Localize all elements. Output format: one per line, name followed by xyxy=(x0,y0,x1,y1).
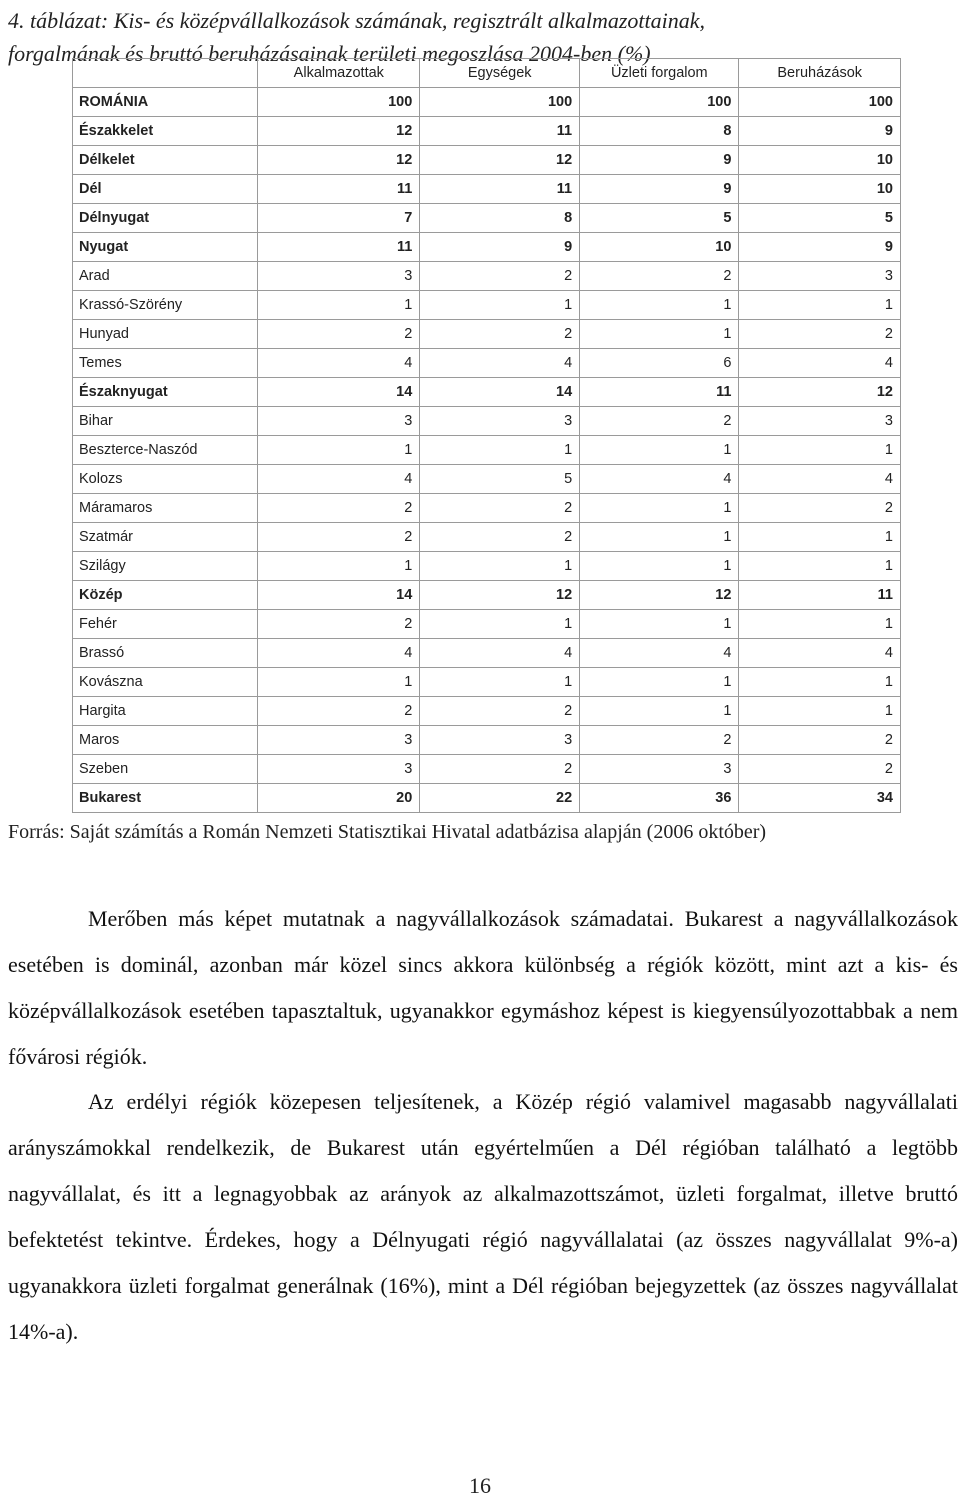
value-cell: 1 xyxy=(580,291,739,320)
region-name-cell: Temes xyxy=(73,349,258,378)
value-cell: 4 xyxy=(258,465,420,494)
table-row xyxy=(73,204,901,233)
table-row xyxy=(73,494,901,523)
table-row xyxy=(73,610,901,639)
table-row xyxy=(73,668,901,697)
value-cell: 100 xyxy=(739,88,901,117)
value-cell: 7 xyxy=(258,204,420,233)
value-cell: 4 xyxy=(739,349,901,378)
value-cell: 2 xyxy=(739,726,901,755)
value-cell: 12 xyxy=(420,146,580,175)
value-cell: 9 xyxy=(580,175,739,204)
table-row xyxy=(73,697,901,726)
table-row xyxy=(73,117,901,146)
value-cell: 1 xyxy=(580,320,739,349)
value-cell: 2 xyxy=(420,494,580,523)
table-row xyxy=(73,291,901,320)
region-name-cell: Maros xyxy=(73,726,258,755)
value-cell: 4 xyxy=(580,465,739,494)
region-name-cell: ROMÁNIA xyxy=(73,88,258,117)
value-cell: 2 xyxy=(739,494,901,523)
table-row xyxy=(73,175,901,204)
page-number: 16 xyxy=(469,1473,491,1498)
value-cell: 2 xyxy=(739,320,901,349)
value-cell: 22 xyxy=(420,784,580,813)
value-cell: 3 xyxy=(580,755,739,784)
value-cell: 3 xyxy=(258,262,420,291)
region-name-cell: Közép xyxy=(73,581,258,610)
region-name-cell: Kolozs xyxy=(73,465,258,494)
table-body xyxy=(73,88,901,813)
value-cell: 20 xyxy=(258,784,420,813)
region-name-cell: Északnyugat xyxy=(73,378,258,407)
source-note: Forrás: Saját számítás a Román Nemzeti Statisztikai Hivatal adatbázisa alapján (2006 október) xyxy=(8,821,767,843)
value-cell: 12 xyxy=(258,117,420,146)
region-name-cell: Délnyugat xyxy=(73,204,258,233)
value-cell: 11 xyxy=(580,378,739,407)
regional-distribution-table xyxy=(72,58,901,813)
value-cell: 1 xyxy=(420,552,580,581)
value-cell: 10 xyxy=(739,175,901,204)
value-cell: 1 xyxy=(420,436,580,465)
value-cell: 5 xyxy=(580,204,739,233)
value-cell: 8 xyxy=(420,204,580,233)
table-row xyxy=(73,581,901,610)
value-cell: 2 xyxy=(580,726,739,755)
value-cell: 1 xyxy=(420,291,580,320)
header-beruhazasok: Beruházások xyxy=(739,59,901,88)
table-row xyxy=(73,407,901,436)
region-name-cell: Szeben xyxy=(73,755,258,784)
value-cell: 3 xyxy=(420,407,580,436)
value-cell: 3 xyxy=(258,407,420,436)
region-name-cell: Szilágy xyxy=(73,552,258,581)
value-cell: 2 xyxy=(258,494,420,523)
table-row xyxy=(73,146,901,175)
region-name-cell: Délkelet xyxy=(73,146,258,175)
value-cell: 100 xyxy=(258,88,420,117)
value-cell: 2 xyxy=(420,755,580,784)
value-cell: 2 xyxy=(739,755,901,784)
value-cell: 4 xyxy=(739,639,901,668)
value-cell: 2 xyxy=(420,262,580,291)
value-cell: 2 xyxy=(420,320,580,349)
paragraph-1 xyxy=(8,896,958,1080)
header-empty-cell xyxy=(73,59,258,88)
value-cell: 2 xyxy=(258,523,420,552)
value-cell: 10 xyxy=(580,233,739,262)
value-cell: 12 xyxy=(739,378,901,407)
table-row xyxy=(73,88,901,117)
table-row xyxy=(73,465,901,494)
value-cell: 1 xyxy=(739,697,901,726)
value-cell: 9 xyxy=(420,233,580,262)
table-row xyxy=(73,349,901,378)
value-cell: 3 xyxy=(258,726,420,755)
value-cell: 2 xyxy=(580,262,739,291)
region-name-cell: Arad xyxy=(73,262,258,291)
value-cell: 1 xyxy=(739,436,901,465)
caption-line-2: forgalmának és bruttó beruházásainak területi megoszlása 2004-ben (%) xyxy=(8,41,651,66)
value-cell: 1 xyxy=(258,436,420,465)
paragraph-2 xyxy=(8,1079,958,1355)
value-cell: 5 xyxy=(739,204,901,233)
value-cell: 12 xyxy=(258,146,420,175)
value-cell: 9 xyxy=(739,233,901,262)
value-cell: 1 xyxy=(580,436,739,465)
region-name-cell: Északkelet xyxy=(73,117,258,146)
value-cell: 2 xyxy=(580,407,739,436)
region-name-cell: Hunyad xyxy=(73,320,258,349)
table-row xyxy=(73,233,901,262)
table-row xyxy=(73,784,901,813)
value-cell: 1 xyxy=(739,668,901,697)
paragraph-2-text: Az erdélyi régiók közepesen teljesítenek, a Közép régió valamivel magasabb nagyvállalati arányszámokkal rendelkezik, de Bukarest után egyértelműen a Dél régióban található a legtöbb nagyvállalat, és itt a legnagyobbak az arányok az alkalmazottszámot, üzleti forgalmat, illetve bruttó befektetést tekintve. Érdekes, hogy a Délnyugati régió nagyvállalatai (az összes nagyvállalat 9%-a) ugyanakkora üzleti forgalmat generálnak (16%), mint a Dél régióban bejegyzettek (az összes nagyvállalat 14%-a). xyxy=(8,1089,958,1344)
table-row xyxy=(73,436,901,465)
value-cell: 36 xyxy=(580,784,739,813)
header-alkalmazottak: Alkalmazottak xyxy=(258,59,420,88)
header-uzleti-forgalom: Üzleti forgalom xyxy=(580,59,739,88)
table-row xyxy=(73,320,901,349)
value-cell: 100 xyxy=(580,88,739,117)
value-cell: 11 xyxy=(258,233,420,262)
header-egysegek: Egységek xyxy=(420,59,580,88)
table-row xyxy=(73,755,901,784)
value-cell: 1 xyxy=(258,552,420,581)
region-name-cell: Krassó-Szörény xyxy=(73,291,258,320)
value-cell: 14 xyxy=(420,378,580,407)
table-row xyxy=(73,552,901,581)
value-cell: 11 xyxy=(420,117,580,146)
table-row xyxy=(73,523,901,552)
value-cell: 9 xyxy=(580,146,739,175)
value-cell: 6 xyxy=(580,349,739,378)
value-cell: 3 xyxy=(258,755,420,784)
value-cell: 11 xyxy=(258,175,420,204)
region-name-cell: Hargita xyxy=(73,697,258,726)
value-cell: 1 xyxy=(739,523,901,552)
value-cell: 3 xyxy=(739,262,901,291)
region-name-cell: Nyugat xyxy=(73,233,258,262)
table-row xyxy=(73,726,901,755)
value-cell: 1 xyxy=(739,291,901,320)
value-cell: 10 xyxy=(739,146,901,175)
region-name-cell: Bihar xyxy=(73,407,258,436)
value-cell: 4 xyxy=(580,639,739,668)
value-cell: 11 xyxy=(420,175,580,204)
region-name-cell: Kovászna xyxy=(73,668,258,697)
region-name-cell: Dél xyxy=(73,175,258,204)
value-cell: 2 xyxy=(258,610,420,639)
table-row xyxy=(73,378,901,407)
value-cell: 1 xyxy=(580,552,739,581)
value-cell: 2 xyxy=(420,523,580,552)
value-cell: 1 xyxy=(580,523,739,552)
value-cell: 12 xyxy=(420,581,580,610)
value-cell: 100 xyxy=(420,88,580,117)
value-cell: 1 xyxy=(580,668,739,697)
caption-line-1: 4. táblázat: Kis- és középvállalkozások számának, regisztrált alkalmazottainak, xyxy=(8,8,706,33)
region-name-cell: Brassó xyxy=(73,639,258,668)
value-cell: 1 xyxy=(258,668,420,697)
paragraph-1-text: Merőben más képet mutatnak a nagyvállalkozások számadatai. Bukarest a nagyvállalkozások esetében is dominál, azonban már közel sincs akkora különbség a régiók között, mint azt a kis- és középvállalkozások esetében tapasztaltuk, ugyanakkor egymáshoz képest is kiegyensúlyozottabbak a nem fővárosi régiók. xyxy=(8,906,958,1069)
value-cell: 4 xyxy=(258,349,420,378)
value-cell: 2 xyxy=(258,697,420,726)
value-cell: 4 xyxy=(420,349,580,378)
value-cell: 1 xyxy=(580,697,739,726)
table-row xyxy=(73,639,901,668)
region-name-cell: Beszterce-Naszód xyxy=(73,436,258,465)
table-row xyxy=(73,262,901,291)
value-cell: 14 xyxy=(258,581,420,610)
value-cell: 34 xyxy=(739,784,901,813)
value-cell: 1 xyxy=(580,610,739,639)
region-name-cell: Fehér xyxy=(73,610,258,639)
region-name-cell: Máramaros xyxy=(73,494,258,523)
region-name-cell: Bukarest xyxy=(73,784,258,813)
value-cell: 1 xyxy=(258,291,420,320)
value-cell: 1 xyxy=(420,668,580,697)
value-cell: 1 xyxy=(739,552,901,581)
value-cell: 8 xyxy=(580,117,739,146)
value-cell: 2 xyxy=(420,697,580,726)
value-cell: 9 xyxy=(739,117,901,146)
value-cell: 1 xyxy=(580,494,739,523)
value-cell: 14 xyxy=(258,378,420,407)
value-cell: 5 xyxy=(420,465,580,494)
value-cell: 1 xyxy=(739,610,901,639)
value-cell: 4 xyxy=(258,639,420,668)
value-cell: 3 xyxy=(739,407,901,436)
value-cell: 4 xyxy=(739,465,901,494)
value-cell: 3 xyxy=(420,726,580,755)
value-cell: 2 xyxy=(258,320,420,349)
value-cell: 11 xyxy=(739,581,901,610)
value-cell: 4 xyxy=(420,639,580,668)
region-name-cell: Szatmár xyxy=(73,523,258,552)
value-cell: 1 xyxy=(420,610,580,639)
table-header-row xyxy=(73,59,901,88)
value-cell: 12 xyxy=(580,581,739,610)
